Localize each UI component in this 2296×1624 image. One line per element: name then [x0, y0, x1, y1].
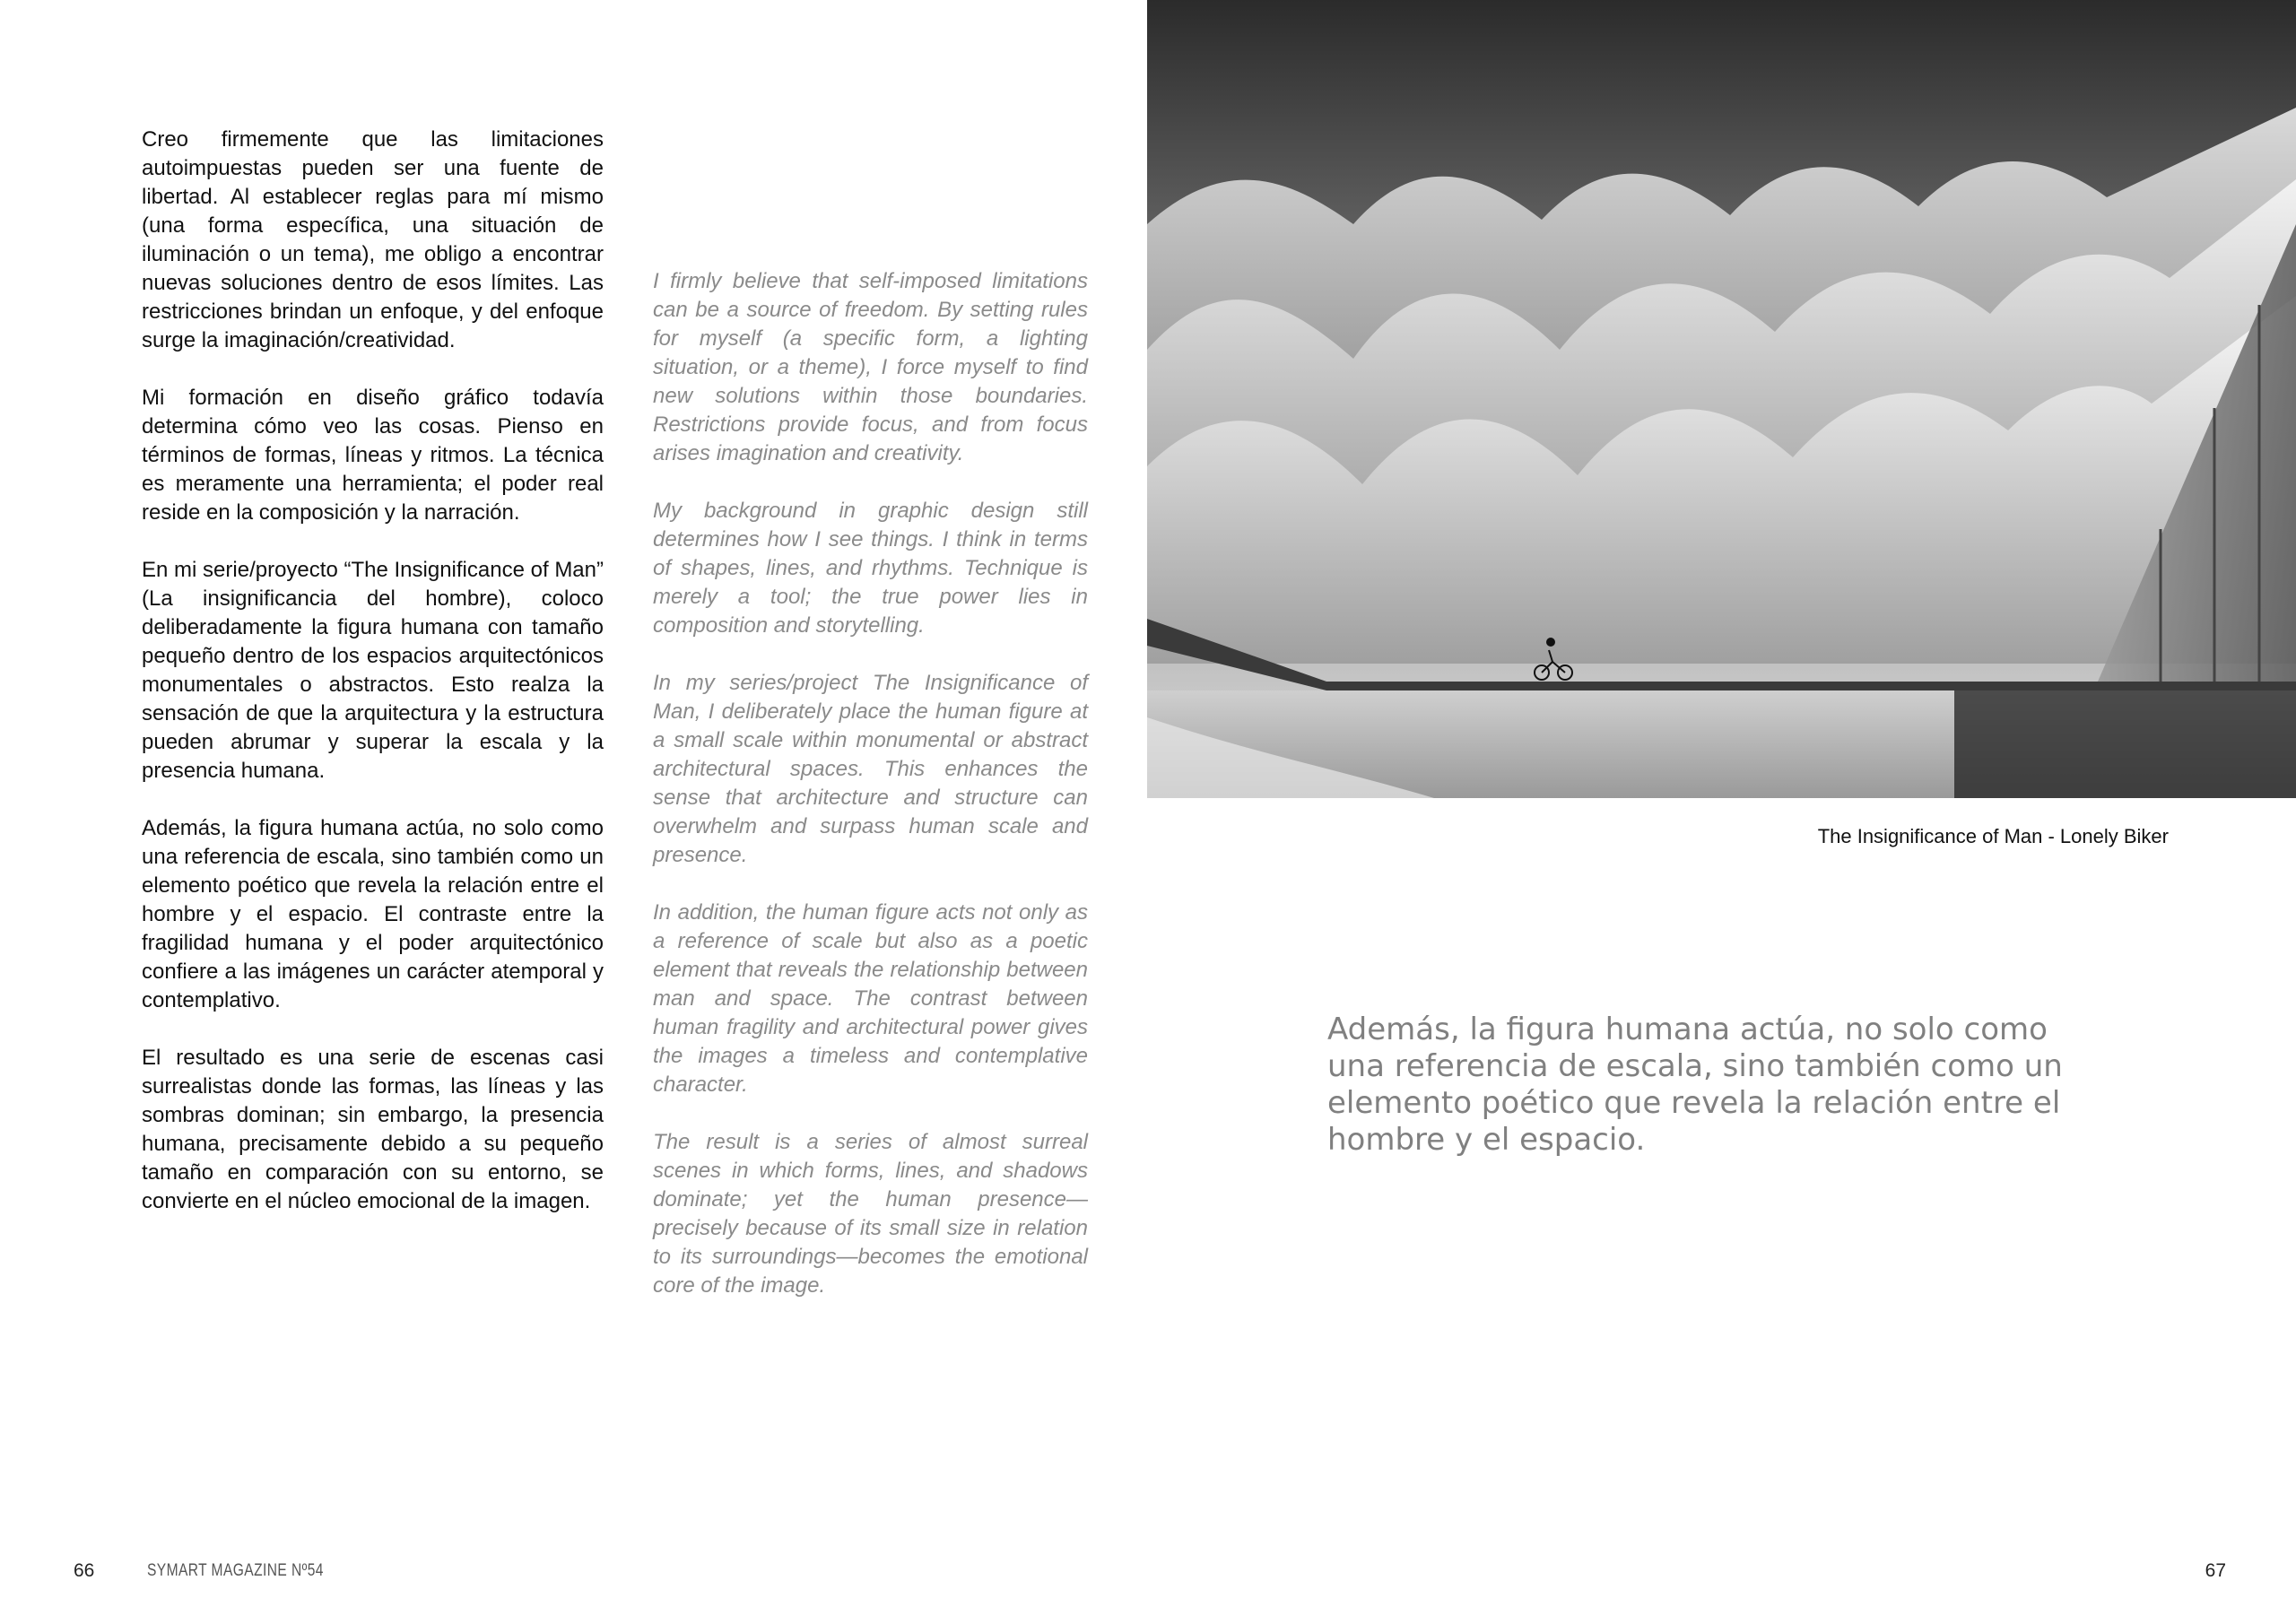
spanish-text-column	[142, 126, 604, 1245]
magazine-name: SYMART MAGAZINE Nº54	[147, 1561, 324, 1580]
english-paragraph-1: I firmly believe that self-imposed limitations can be a source of freedom. By setting rules for myself (a specific form, a lighting situation, or a theme), I force myself to find new solutions within those boundaries. Restrictions provide focus, and from focus arises imagination and creativity.	[653, 269, 1088, 465]
spanish-paragraph-1: Creo firmemente que las limitaciones autoimpuestas pueden ser una fuente de libertad. Al establecer reglas para mí mismo (una forma específica, una situación de iluminación o un tema), me obligo a encontrar nuevas soluciones dentro de esos límites. Las restricciones brindan un enfoque, y del enfoque surge la imaginación/creatividad.	[142, 127, 604, 352]
right-page-number: 67	[2205, 1560, 2226, 1581]
pull-quote: Además, la figura humana actúa, no solo como una referencia de escala, sino también como un elemento poético que revela la relación entre el hombre y el espacio.	[1327, 1012, 2063, 1158]
left-page-number: 66	[74, 1560, 95, 1581]
spanish-paragraph-4: Además, la figura humana actúa, no solo como una referencia de escala, sino también como un elemento poético que revela la relación entre el hombre y el espacio. El contraste entre la fragilidad humana y el poder arquitectónico confiere a las imágenes un carácter atemporal y contemplativo.	[142, 816, 604, 1012]
photo-caption: The Insignificance of Man - Lonely Biker	[1817, 825, 2169, 847]
lonely-biker-photo	[1147, 0, 2296, 798]
spanish-paragraph-5: El resultado es una serie de escenas casi surrealistas donde las formas, las líneas y las sombras dominan; sin embargo, la presencia humana, precisamente debido a su pequeño tamaño en comparación con su entorno, se convierte en el núcleo emocional de la imagen.	[142, 1046, 604, 1213]
english-paragraph-5: The result is a series of almost surreal scenes in which forms, lines, and shadows dominate; yet the human presence—precisely because of its small size in relation to its surroundings—becomes the emotional core of the image.	[653, 1130, 1088, 1298]
architecture-photo-image	[1147, 0, 2296, 798]
english-paragraph-3: In my series/project The Insignificance of Man, I deliberately place the human figure at a small scale within monumental or abstract architectural spaces. This enhances the sense that architecture and structure can overwhelm and surpass human scale and presence.	[653, 671, 1088, 867]
english-text-column	[653, 267, 1088, 1329]
spanish-paragraph-3: En mi serie/proyecto “The Insignificance of Man” (La insignificancia del hombre), coloco deliberadamente la figura humana con tamaño pequeño dentro de los espacios arquitectónicos monumentales o abstractos. Esto realza la sensación de que la arquitectura y la estructura pueden abrumar y superar la escala y la presencia humana.	[142, 558, 604, 783]
english-paragraph-4: In addition, the human figure acts not only as a reference of scale but also as a poetic element that reveals the relationship between man and space. The contrast between human fragility and architectural power gives the images a timeless and contemplative character.	[653, 900, 1088, 1097]
spanish-paragraph-2: Mi formación en diseño gráfico todavía determina cómo veo las cosas. Pienso en términos de formas, líneas y ritmos. La técnica es meramente una herramienta; el poder real reside en la composición y la narración.	[142, 386, 604, 525]
english-paragraph-2: My background in graphic design still determines how I see things. I think in terms of shapes, lines, and rhythms. Technique is merely a tool; the true power lies in composition and storytelling.	[653, 499, 1088, 638]
